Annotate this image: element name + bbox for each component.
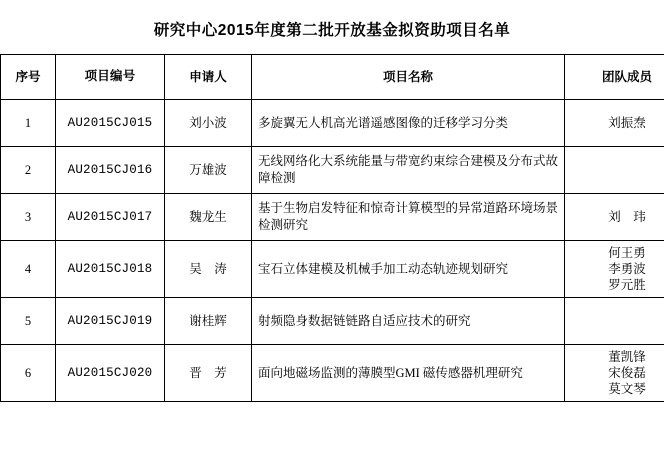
column-header-index: 序号	[1, 55, 56, 100]
cell-applicant: 晋 芳	[165, 345, 252, 402]
cell-project-name: 宝石立体建模及机械手加工动态轨迹规划研究	[252, 241, 565, 298]
table-row	[1, 100, 664, 147]
cell-project-name: 多旋翼无人机高光谱遥感图像的迁移学习分类	[252, 100, 565, 147]
cell-project-name: 射频隐身数据链链路自适应技术的研究	[252, 298, 565, 345]
column-header-applicant: 申请人	[165, 55, 252, 100]
table-row	[1, 194, 664, 241]
team-member-name: 刘振焘	[608, 116, 646, 130]
table-row	[1, 241, 664, 298]
team-member-list	[571, 115, 664, 131]
cell-project-code: AU2015CJ017	[56, 194, 165, 241]
cell-team-members	[565, 194, 664, 241]
cell-applicant: 谢桂辉	[165, 298, 252, 345]
column-header-team-members: 团队成员	[565, 55, 664, 100]
table-header-row	[1, 55, 664, 100]
cell-team-members	[565, 298, 664, 345]
team-member-name: 董凯锋	[608, 350, 646, 364]
grant-project-table	[0, 54, 664, 402]
team-member-name: 何王勇	[608, 246, 646, 260]
team-member-name: 莫文琴	[608, 382, 646, 396]
team-member-name: 罗元胜	[608, 278, 646, 292]
cell-project-code: AU2015CJ015	[56, 100, 165, 147]
team-member-list	[571, 349, 664, 397]
table-body	[1, 100, 664, 402]
cell-project-code: AU2015CJ019	[56, 298, 165, 345]
table-row	[1, 345, 664, 402]
cell-index: 1	[1, 100, 56, 147]
table-row	[1, 147, 664, 194]
cell-applicant: 万雄波	[165, 147, 252, 194]
cell-team-members	[565, 100, 664, 147]
table-header	[1, 55, 664, 100]
cell-applicant: 刘小波	[165, 100, 252, 147]
cell-project-name: 无线网络化大系统能量与带宽约束综合建模及分布式故障检测	[252, 147, 565, 194]
cell-index: 6	[1, 345, 56, 402]
cell-applicant: 魏龙生	[165, 194, 252, 241]
table-row	[1, 298, 664, 345]
page-title: 研究中心2015年度第二批开放基金拟资助项目名单	[153, 22, 511, 39]
cell-index: 4	[1, 241, 56, 298]
cell-team-members	[565, 147, 664, 194]
cell-project-name: 基于生物启发特征和惊奇计算模型的异常道路环境场景检测研究	[252, 194, 565, 241]
cell-project-code: AU2015CJ020	[56, 345, 165, 402]
column-header-project-name: 项目名称	[252, 55, 565, 100]
cell-team-members	[565, 241, 664, 298]
column-header-project-code: 项目编号	[56, 55, 165, 100]
cell-index: 5	[1, 298, 56, 345]
team-member-name: 刘 玮	[608, 210, 646, 224]
cell-project-code: AU2015CJ016	[56, 147, 165, 194]
cell-index: 2	[1, 147, 56, 194]
cell-project-name: 面向地磁场监测的薄膜型GMI 磁传感器机理研究	[252, 345, 565, 402]
team-member-name: 宋俊磊	[608, 366, 646, 380]
cell-index: 3	[1, 194, 56, 241]
team-member-list	[571, 245, 664, 293]
team-member-name: 李勇波	[608, 262, 646, 276]
cell-project-code: AU2015CJ018	[56, 241, 165, 298]
cell-team-members	[565, 345, 664, 402]
team-member-list	[571, 209, 664, 225]
cell-applicant: 吴 涛	[165, 241, 252, 298]
